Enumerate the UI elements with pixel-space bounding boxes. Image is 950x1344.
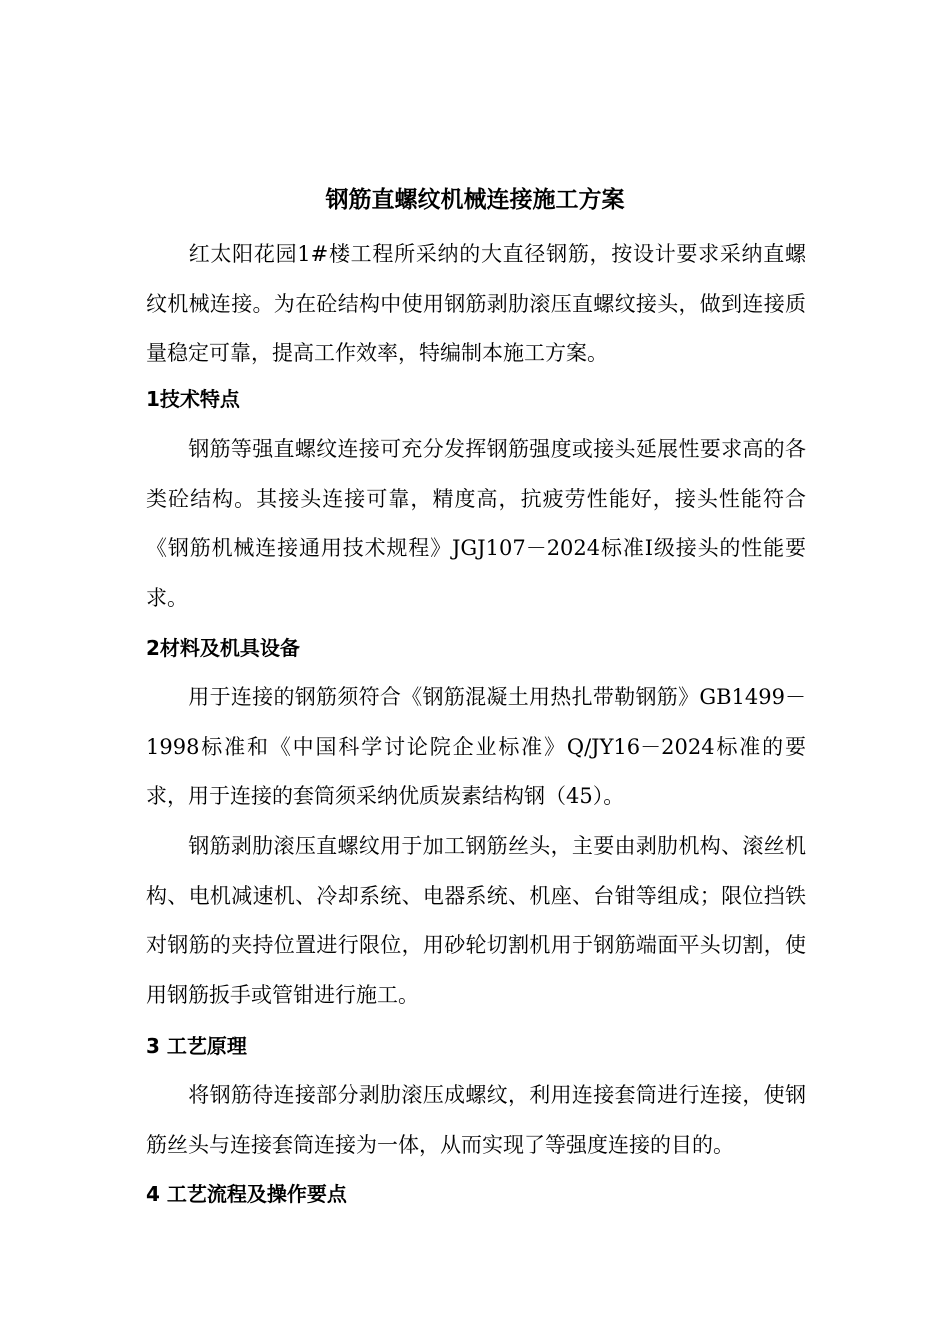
section-2-paragraph-2 bbox=[146, 822, 806, 1020]
section-3-paragraph-1 bbox=[146, 1071, 806, 1170]
section-1-paragraph-1 bbox=[146, 425, 806, 623]
section-2-heading: 2材料及机具设备 bbox=[146, 636, 300, 660]
section-2-paragraph-1 bbox=[146, 673, 806, 822]
section-3-paragraph-1-text: 将钢筋待连接部分剥肋滚压成螺纹，利用连接套筒进行连接，使钢筋丝头与连接套筒连接为一体，从而实现了等强度连接的目的。 bbox=[146, 1083, 806, 1157]
section-2-paragraph-1-text: 用于连接的钢筋须符合《钢筋混凝土用热扎带勒钢筋》GB1499－1998标准和《中国科学讨论院企业标准》Q/JY16－2024标准的要求，用于连接的套筒须采纳优质炭素结构钢（45）。 bbox=[146, 685, 806, 808]
document-title: 钢筋直螺纹机械连接施工方案 bbox=[325, 187, 625, 213]
section-4-heading: 4 工艺流程及操作要点 bbox=[146, 1182, 347, 1206]
section-1-heading: 1技术特点 bbox=[146, 387, 240, 411]
section-3-heading: 3 工艺原理 bbox=[146, 1034, 247, 1058]
section-2-paragraph-2-text: 钢筋剥肋滚压直螺纹用于加工钢筋丝头，主要由剥肋机构、滚丝机构、电机减速机、冷却系统、电器系统、机座、台钳等组成；限位挡铁对钢筋的夹持位置进行限位，用砂轮切割机用于钢筋端面平头切割，使用钢筋扳手或管钳进行施工。 bbox=[146, 834, 806, 1007]
intro-text: 红太阳花园1#楼工程所采纳的大直径钢筋，按设计要求采纳直螺纹机械连接。为在砼结构中使用钢筋剥肋滚压直螺纹接头，做到连接质量稳定可靠，提高工作效率，特编制本施工方案。 bbox=[146, 242, 806, 365]
intro-paragraph bbox=[146, 230, 806, 379]
section-1-paragraph-1-text: 钢筋等强直螺纹连接可充分发挥钢筋强度或接头延展性要求高的各类砼结构。其接头连接可靠，精度高，抗疲劳性能好，接头性能符合《钢筋机械连接通用技术规程》JGJ107－2024标准Ⅰ级接头的性能要求。 bbox=[146, 437, 806, 610]
